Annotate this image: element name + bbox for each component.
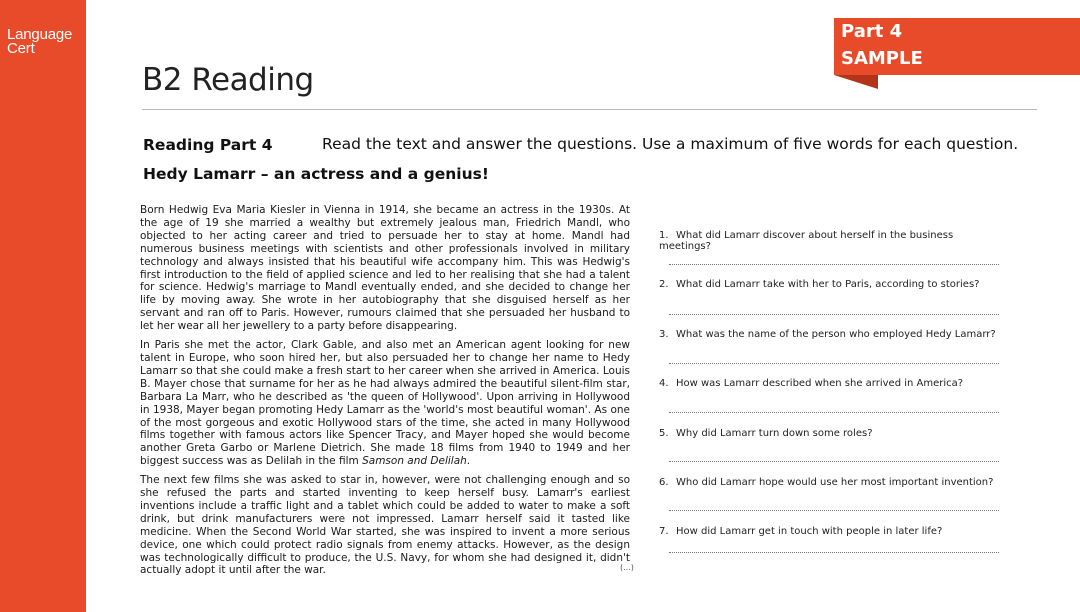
paragraph-1: Born Hedwig Eva Maria Kiesler in Vienna in 1914, she became an actress in the 1930s. At the age of 19 she married a wealthy but extremely jealous man, Friedrich Mandl, who objected to her acting career and tried to persuade her to stay at home. Mandl had numerous business meetings with scientists and other professionals involved in military technology and always insisted that his beautiful wife accompany him. This was Hedwig's first introduction to the field of applied science and led to her realising that she had a talent for science. Hedwig's marriage to Mandl eventually ended, and she decided to change her life by moving away. She wrote in her autobiography that she disguised herself as her servant and ran off to Paris. However, rumours claimed that she persuaded her husband to let her wear all her jewellery to a party before disappearing.: [140, 204, 630, 333]
part-label: Reading Part 4: [143, 136, 273, 154]
question-text: Who did Lamarr hope would use her most important invention?: [676, 477, 994, 488]
paragraph-2: [140, 339, 630, 468]
question-number: 3.: [659, 329, 669, 340]
header-divider: [142, 109, 1037, 110]
paragraph-2-text: In Paris she met the actor, Clark Gable, and also met an American agent looking for new talent in Europe, who soon hired her, but also persuaded her to change her name to Hedy Lamarr so that she could make a fresh start to her career when she arrived in America. Louis B. Mayer chose that surname for her as he had always admired the beautiful silent-film star, Barbara La Marr, who he described as 'the queen of Hollywood'. Upon arriving in Hollywood in 1938, Mayer began promoting Hedy Lamarr as the 'world's most beautiful woman'. As one of the most gorgeous and exotic Hollywood stars of the time, she acted in many Hollywood films together with famous actors like Spencer Tracy, and Mayer hoped she would become another Greta Garbo or Marlene Dietrich. She made 18 films from 1940 to 1949 and her biggest success was as Delilah in the film: [140, 339, 630, 468]
question-2: [659, 279, 999, 290]
page-title: B2 Reading: [142, 62, 314, 98]
answer-line-7[interactable]: [669, 552, 999, 553]
reading-text: [140, 204, 630, 583]
brand-sidebar: [0, 0, 86, 612]
question-text: What did Lamarr discover about herself in the business meetings?: [659, 230, 954, 252]
answer-line-3[interactable]: [669, 363, 999, 364]
logo-line-2: Cert: [7, 40, 35, 57]
question-5: [659, 428, 999, 439]
answer-line-4[interactable]: [669, 412, 999, 413]
answer-line-6[interactable]: [669, 510, 999, 511]
question-number: 2.: [659, 279, 669, 290]
question-text: What was the name of the person who employed Hedy Lamarr?: [676, 329, 996, 340]
question-6: [659, 477, 999, 488]
answer-line-2[interactable]: [669, 314, 999, 315]
question-number: 1.: [659, 230, 669, 241]
film-title: Samson and Delilah: [362, 455, 467, 468]
question-text: How was Lamarr described when she arrived in America?: [676, 378, 964, 389]
question-3: [659, 329, 999, 340]
continuation-marker: (...): [620, 563, 634, 572]
question-number: 6.: [659, 477, 669, 488]
badge-sample: SAMPLE: [841, 48, 923, 69]
languagecert-logo: [7, 28, 72, 56]
paragraph-2-end: .: [466, 455, 471, 468]
question-7: [659, 526, 999, 537]
logo-line-1: Language: [7, 26, 73, 43]
answer-line-1[interactable]: [669, 264, 999, 265]
badge-fold: [834, 75, 878, 89]
question-number: 5.: [659, 428, 669, 439]
part-sample-badge: [834, 18, 1080, 75]
question-text: What did Lamarr take with her to Paris, according to stories?: [676, 279, 980, 290]
question-number: 7.: [659, 526, 669, 537]
badge-part: Part 4: [841, 21, 903, 42]
question-text: How did Lamarr get in touch with people in later life?: [676, 526, 943, 537]
answer-line-5[interactable]: [669, 461, 999, 462]
question-4: [659, 378, 999, 389]
article-title: Hedy Lamarr – an actress and a genius!: [143, 165, 489, 183]
question-text: Why did Lamarr turn down some roles?: [676, 428, 873, 439]
question-1: [659, 230, 999, 252]
paragraph-3: The next few films she was asked to star in, however, were not challenging enough and so she refused the parts and started inventing to keep herself busy. Lamarr's earliest inventions include a traffic light and a tablet which could be added to water to make a soft drink, but drink manufacturers were not impressed. Lamarr herself said it tasted like medicine. When the Second World War started, she was inspired to invent a more serious device, one which could protect radio signals from enemy attacks. However, as the design was technologically difficult to produce, the U.S. Navy, for whom she had designed it, didn't actually adopt it until after the war.: [140, 474, 630, 577]
instruction-text: Read the text and answer the questions. Use a maximum of five words for each question.: [322, 135, 1019, 153]
question-number: 4.: [659, 378, 669, 389]
